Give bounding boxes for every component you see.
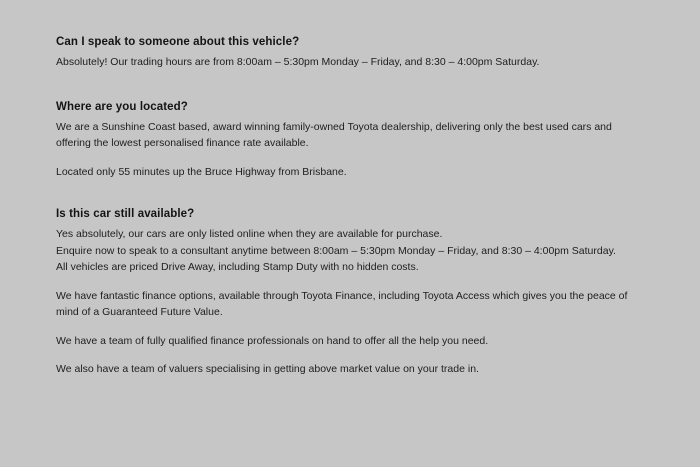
faq-paragraph: Located only 55 minutes up the Bruce Highway from Brisbane.	[56, 165, 347, 178]
faq-paragraph-group	[56, 226, 644, 276]
faq-section-speak-to-someone	[56, 36, 644, 71]
faq-paragraph: We also have a team of valuers specialising in getting above market value on your trade in.	[56, 363, 479, 375]
faq-paragraph: Enquire now to speak to a consultant anytime between 8:00am – 5:30pm Monday – Friday, and 8:30 – 4:00pm Saturday.	[56, 244, 616, 257]
faq-paragraph: All vehicles are priced Drive Away, including Stamp Duty with no hidden costs.	[56, 261, 419, 273]
faq-section-location	[56, 101, 644, 181]
faq-paragraph: We have a team of fully qualified finance professionals on hand to offer all the help you need.	[56, 334, 489, 347]
faq-paragraph: We have fantastic finance options, available through Toyota Finance, including Toyota Access which gives you the peace of mind of a Guaranteed Future Value.	[56, 289, 628, 318]
faq-paragraph: Yes absolutely, our cars are only listed online when they are available for purchase.	[56, 228, 443, 240]
faq-paragraph: Absolutely! Our trading hours are from 8:00am – 5:30pm Monday – Friday, and 8:30 – 4:00pm Saturday.	[56, 56, 540, 68]
faq-paragraph: We are a Sunshine Coast based, award winning family-owned Toyota dealership, delivering only the best used cars and offering the lowest personalised finance rate available.	[56, 120, 612, 149]
faq-section-availability	[56, 208, 644, 378]
faq-heading: Is this car still available?	[56, 208, 195, 220]
faq-heading: Where are you located?	[56, 100, 188, 113]
faq-heading: Can I speak to someone about this vehicle?	[56, 36, 300, 48]
